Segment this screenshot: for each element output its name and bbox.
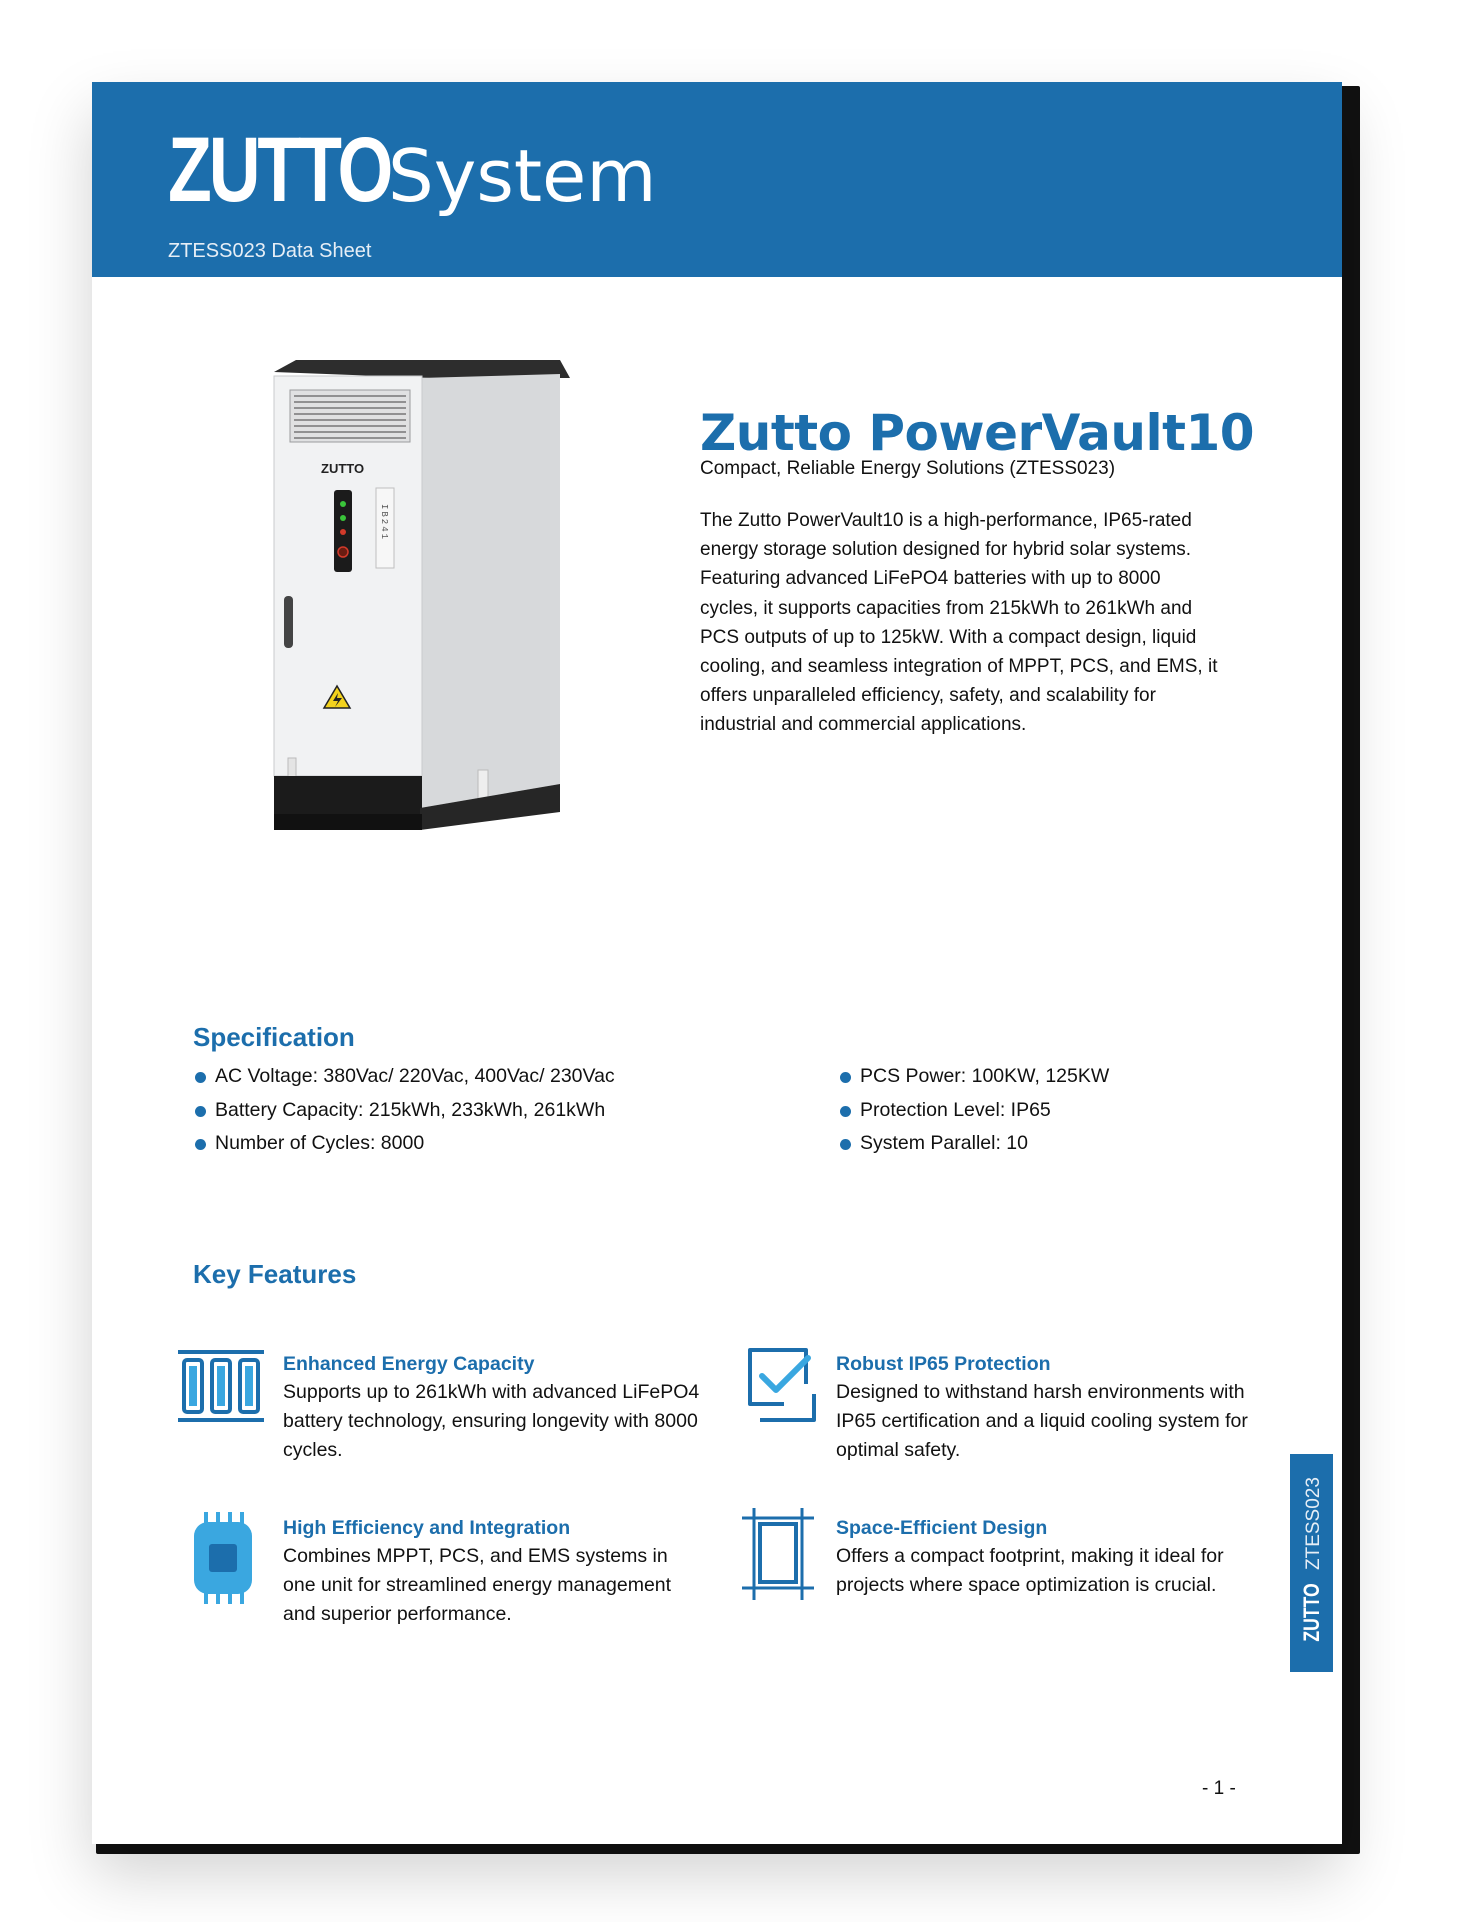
feature-text: Offers a compact footprint, making it ideal for projects where space optimization is crucial. (836, 1545, 1224, 1596)
bullet-icon (195, 1106, 206, 1117)
spec-item (840, 1094, 1109, 1128)
battery-pack-icon (174, 1346, 268, 1426)
brand-system-text: System (388, 134, 657, 218)
header-banner (92, 82, 1342, 277)
side-tab-label (1299, 1477, 1325, 1649)
spec-text: Battery Capacity: 215kWh, 233kWh, 261kWh (215, 1098, 606, 1121)
feature-title: High Efficiency and Integration (283, 1517, 571, 1539)
page-number: - 1 - (1202, 1778, 1236, 1799)
cabinet-brand-label: ZUTTO (321, 461, 365, 476)
spec-list-right (840, 1060, 1109, 1161)
feature-space-efficient (836, 1514, 1256, 1600)
bullet-icon (840, 1072, 851, 1083)
side-tab-brand: ZUTTO (1298, 1583, 1324, 1642)
spec-text: Number of Cycles: 8000 (215, 1132, 425, 1154)
feature-title: Robust IP65 Protection (836, 1353, 1051, 1375)
spec-text: AC Voltage: 380Vac/ 220Vac, 400Vac/ 230Vac (215, 1065, 615, 1087)
spec-text: PCS Power: 100KW, 125KW (860, 1065, 1110, 1087)
product-cabinet-image (270, 338, 570, 898)
compact-frame-icon (740, 1506, 816, 1602)
spec-list-left (195, 1060, 615, 1161)
header-subtitle: ZTESS023 Data Sheet (168, 240, 372, 262)
bullet-icon (195, 1072, 206, 1083)
feature-efficiency-integration (283, 1514, 703, 1629)
spec-item (195, 1060, 615, 1094)
bullet-icon (840, 1139, 851, 1150)
feature-text: Supports up to 261kWh with advanced LiFePO4 battery technology, ensuring longevity with 8000 cycles. (283, 1381, 700, 1461)
side-tab-code: ZTESS023 (1302, 1477, 1324, 1571)
data-sheet-page (92, 82, 1342, 1844)
chip-integration-icon (192, 1510, 254, 1606)
product-title: Zutto PowerVault10 (700, 404, 1255, 462)
spec-item (840, 1060, 1109, 1094)
product-subtitle: Compact, Reliable Energy Solutions (ZTESS023) (700, 458, 1116, 479)
spec-text: System Parallel: 10 (860, 1132, 1028, 1154)
spec-item (840, 1127, 1109, 1161)
feature-title: Enhanced Energy Capacity (283, 1353, 535, 1375)
spec-item (195, 1127, 615, 1161)
feature-title: Space-Efficient Design (836, 1517, 1048, 1539)
feature-energy-capacity (283, 1350, 703, 1465)
side-tab (1290, 1454, 1333, 1672)
spec-item (195, 1094, 615, 1128)
feature-text: Designed to withstand harsh environments with IP65 certification and a liquid cooling system for optimal safety. (836, 1381, 1248, 1461)
specification-heading: Specification (193, 1022, 355, 1052)
brand-lockup (168, 119, 657, 221)
spec-text: Protection Level: IP65 (860, 1098, 1051, 1121)
feature-ip65-protection (836, 1350, 1256, 1465)
key-features-heading: Key Features (193, 1259, 357, 1289)
brand-logo: ZUTTO (168, 119, 391, 221)
feature-text: Combines MPPT, PCS, and EMS systems in one unit for streamlined energy management and superior performance. (283, 1545, 672, 1625)
checkbox-shield-icon (744, 1346, 820, 1426)
bullet-icon (195, 1139, 206, 1150)
bullet-icon (840, 1106, 851, 1117)
cabinet-id-label: IB241 (379, 504, 389, 542)
product-description: The Zutto PowerVault10 is a high-performance, IP65-rated energy storage solution designed for hybrid solar systems. Featuring advanced LiFePO4 batteries with up to 8000 cycles, it supports capacities from 215kWh to 261kWh and PCS outputs of up to 125kW. With a compact design, liquid cooling, and seamless integration of MPPT, PCS, and EMS, it offers unparalleled efficiency, safety, and scalability for industrial and commercial applications. (700, 510, 1218, 736)
